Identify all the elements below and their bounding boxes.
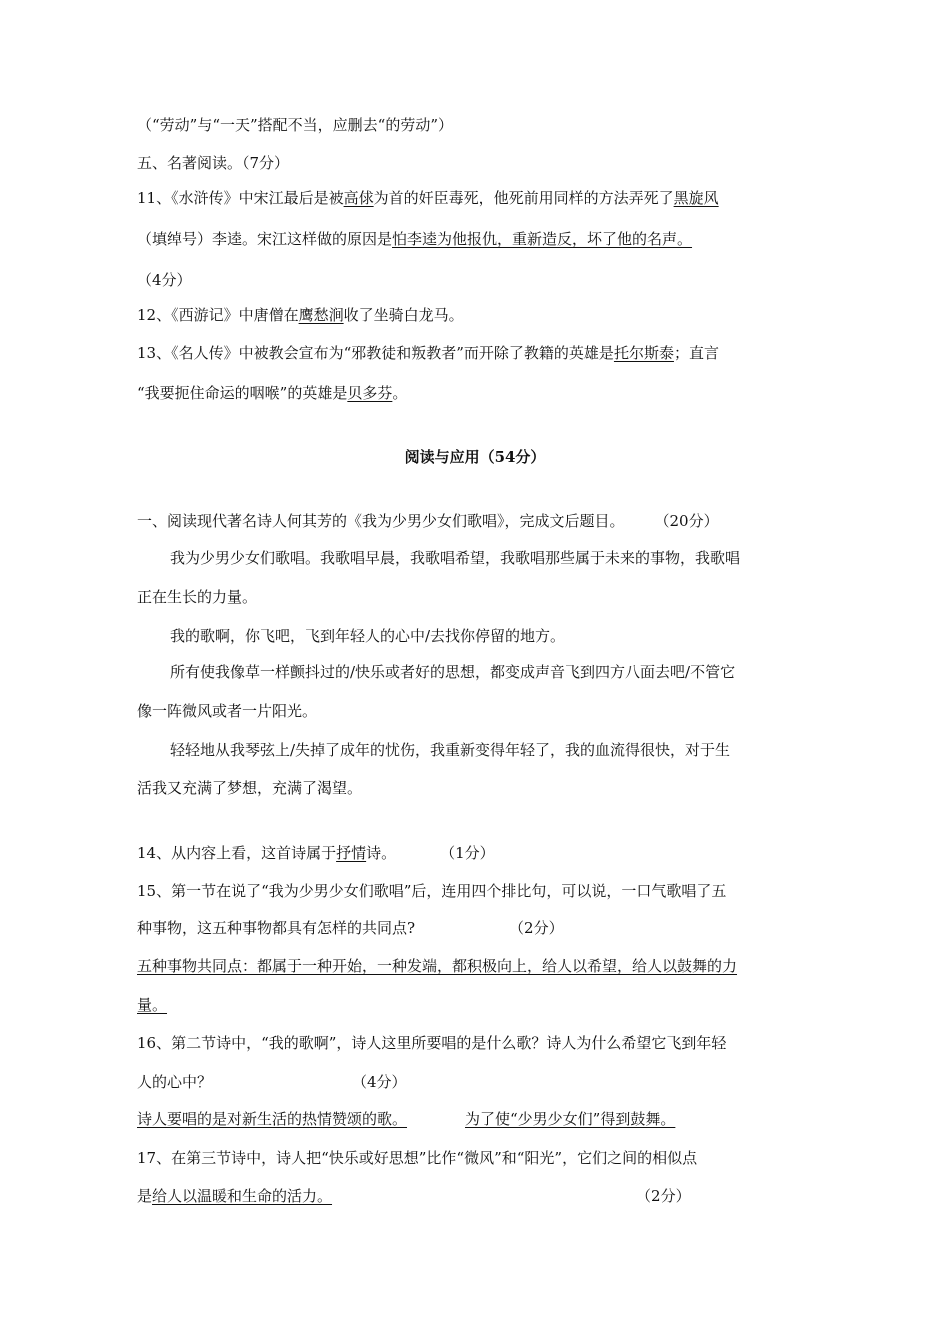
q13-line1: 13、《名人传》中被教会宣布为“邪教徒和叛教者”而开除了教籍的英雄是托尔斯泰；直言: [137, 344, 719, 362]
poem-line: 活我又充满了梦想，充满了渴望。: [137, 779, 363, 797]
q11-score: （4分）: [137, 271, 192, 289]
answer-tolstoy: 托尔斯泰: [613, 344, 674, 362]
answer-reason: 怕李逵为他报仇，重新造反，坏了他的名声。: [392, 230, 693, 248]
q12: 12、《西游记》中唐僧在鹰愁涧收了坐骑白龙马。: [137, 306, 464, 324]
poem-line: 像一阵微风或者一片阳光。: [137, 702, 318, 720]
poem-line: 我的歌啊，你飞吧，飞到年轻人的心中/去找你停留的地方。: [170, 627, 566, 645]
q13-line2: “我要扼住命运的咽喉”的英雄是贝多芬。: [137, 384, 408, 402]
answer-beethoven: 贝多芬: [347, 384, 393, 402]
reading-section-title: 阅读与应用（54分）: [404, 448, 546, 466]
q16-line1: 16、第二节诗中，“我的歌啊”，诗人这里所要唱的是什么歌？诗人为什么希望它飞到年轻: [137, 1034, 727, 1052]
q15-line2: 种事物，这五种事物都具有怎样的共同点? （2分）: [137, 919, 564, 937]
q16-answer: 诗人要唱的是对新生活的热情赞颂的歌。 为了使“少男少女们”得到鼓舞。: [137, 1110, 676, 1128]
poem-line: 轻轻地从我琴弦上/失掉了成年的忧伤，我重新变得年轻了，我的血流得很快，对于生: [170, 741, 731, 759]
top-note: （“劳动”与“一天”搭配不当，应删去“的劳动”）: [137, 116, 454, 134]
section5-heading: 五、名著阅读。（7分）: [137, 154, 290, 172]
poem-line: 正在生长的力量。: [137, 588, 258, 606]
answer-gaoqiu: 高俅: [343, 189, 374, 207]
answer-q17: 给人以温暖和生命的活力。: [152, 1187, 333, 1205]
part1-heading: 一、阅读现代著名诗人何其芳的《我为少男少女们歌唱》，完成文后题目。 （20分）: [137, 512, 719, 530]
poem-line: 我为少男少女们歌唱。我歌唱早晨，我歌唱希望，我歌唱那些属于未来的事物，我歌唱: [170, 549, 741, 567]
q15-answer-line1: 五种事物共同点：都属于一种开始，一种发端，都积极向上，给人以希望，给人以鼓舞的力: [137, 957, 738, 975]
q16-line2: 人的心中？ （4分）: [137, 1073, 407, 1091]
answer-heixuanfeng: 黑旋风: [673, 189, 719, 207]
q11-line1: 11、《水浒传》中宋江最后是被高俅为首的奸臣毒死，他死前用同样的方法弄死了黑旋风: [137, 189, 719, 207]
q11-line2: （填绰号）李逵。宋江这样做的原因是怕李逵为他报仇，重新造反，坏了他的名声。: [137, 230, 693, 248]
q15-line1: 15、第一节在说了“我为少男少女们歌唱”后，连用四个排比句，可以说，一口气歌唱了五: [137, 882, 727, 900]
q17-line2: 是给人以温暖和生命的活力。 （2分）: [137, 1187, 691, 1205]
q15-answer-line2: 量。: [137, 996, 168, 1014]
answer-yingchoujian: 鹰愁涧: [298, 306, 344, 324]
q14: 14、从内容上看，这首诗属于抒情诗。 （1分）: [137, 844, 495, 862]
q17-line1: 17、在第三节诗中，诗人把“快乐或好思想”比作“微风”和“阳光”，它们之间的相似点: [137, 1149, 698, 1167]
answer-shuqing: 抒情: [336, 844, 367, 862]
poem-line: 所有使我像草一样颤抖过的/快乐或者好的思想，都变成声音飞到四方八面去吧/不管它: [170, 663, 736, 681]
